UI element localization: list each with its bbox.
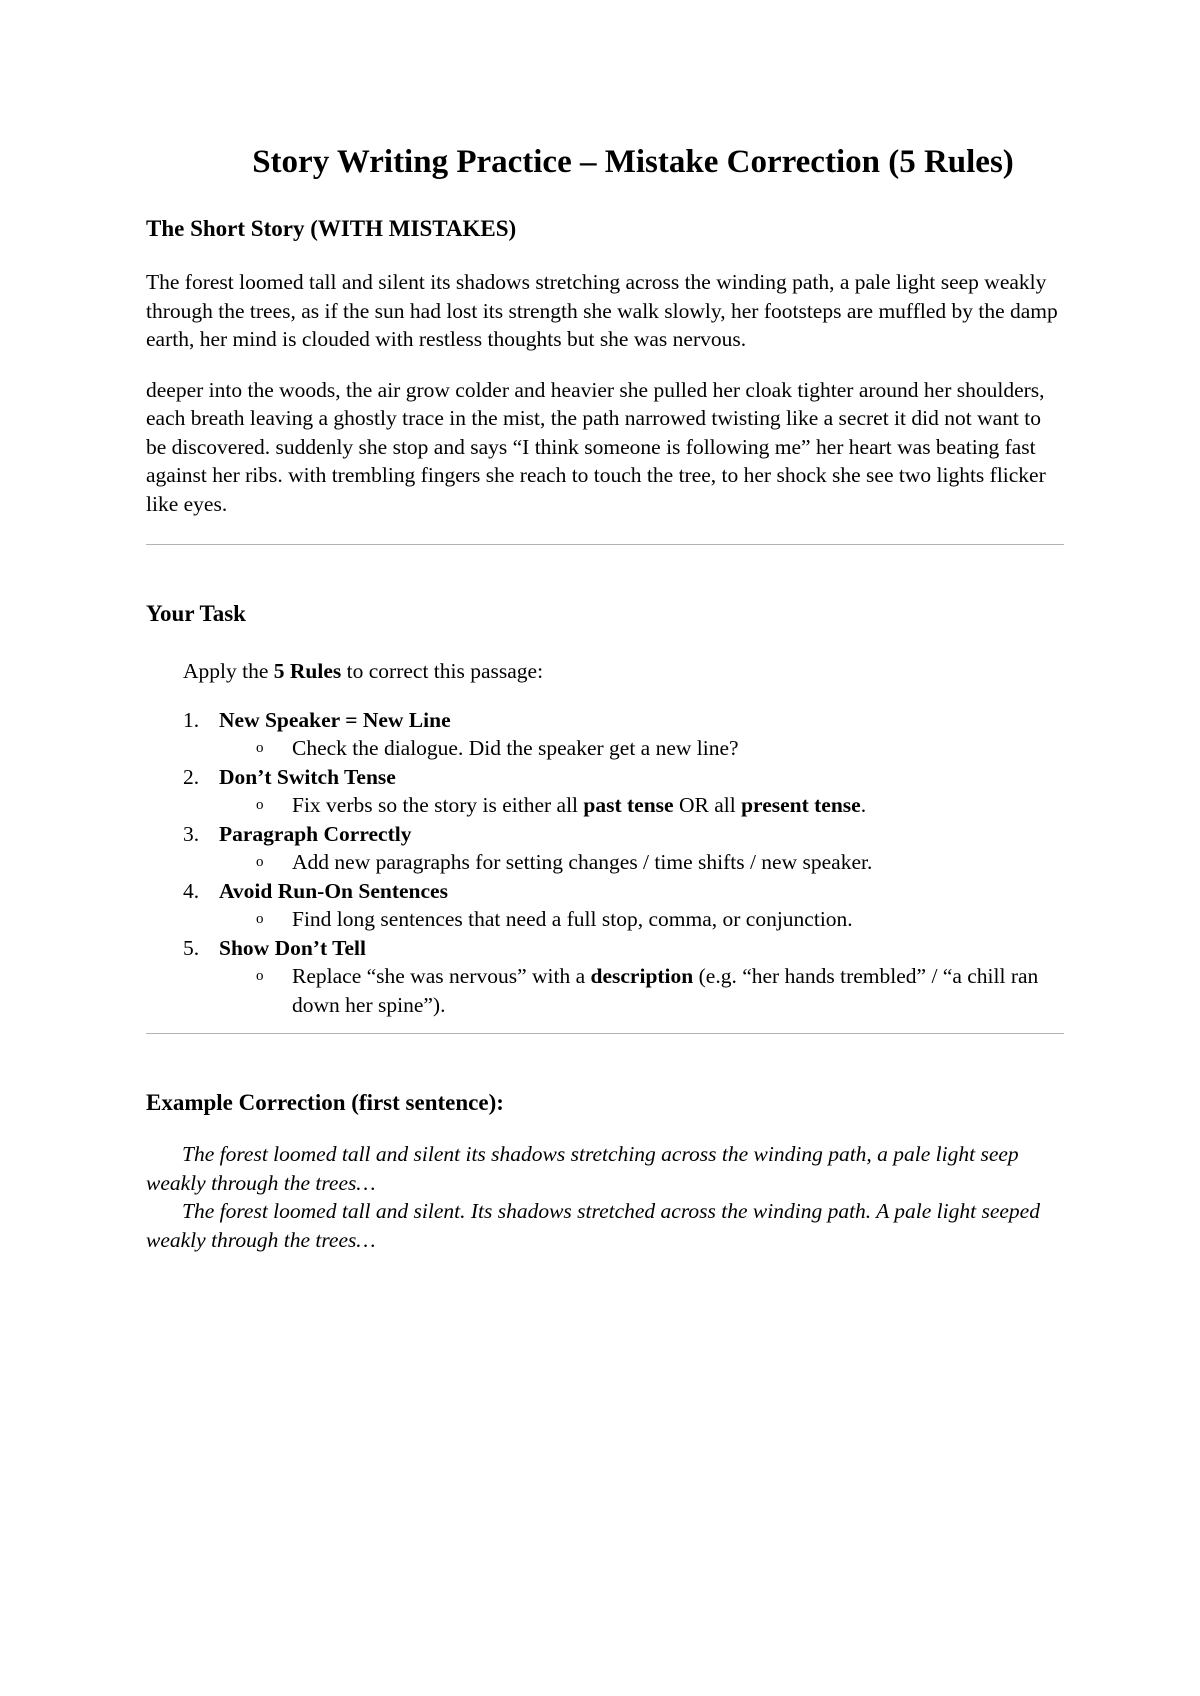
rule-number: 2. — [183, 764, 200, 789]
rule-detail-bold: past tense — [583, 793, 674, 817]
rule-detail-text: Check the dialogue. Did the speaker get a new line? — [292, 736, 739, 760]
bullet-icon: o — [256, 854, 264, 870]
task-intro — [146, 657, 1064, 686]
rule-number: 4. — [183, 878, 200, 903]
document-content — [146, 140, 1064, 1254]
rule-title: New Speaker = New Line — [219, 707, 451, 732]
example-block — [146, 1140, 1064, 1254]
section-divider — [146, 1033, 1064, 1034]
rule-detail-text: OR all — [673, 793, 742, 817]
rule-detail-text: Fix verbs so the story is either all — [292, 793, 584, 817]
story-paragraph-1: The forest loomed tall and silent its shadows stretching across the winding path, a pale light seep weakly through the trees, as if the sun had lost its strength she walk slowly, her footsteps are muffled by the damp earth, her mind is clouded with restless thoughts but she was nervous. — [146, 270, 1058, 351]
bullet-icon: o — [256, 797, 264, 813]
rule-number: 5. — [183, 935, 200, 960]
rule-detail — [146, 734, 1064, 763]
rule-detail-text: Add new paragraphs for setting changes / time shifts / new speaker. — [292, 850, 873, 874]
bullet-icon: o — [256, 968, 264, 984]
rule-detail — [146, 848, 1064, 877]
rule-item — [146, 934, 1064, 1020]
example-heading: Example Correction (first sentence): — [146, 1090, 504, 1115]
rule-title: Show Don’t Tell — [219, 935, 366, 960]
rule-detail-text: (e.g. “her hands trembled” / “a chill ran down her spine”). — [292, 964, 1039, 1017]
document-title: Story Writing Practice – Mistake Correction (5 Rules) — [252, 144, 1014, 180]
rule-detail-text: . — [860, 793, 867, 817]
bullet-icon: o — [256, 911, 264, 927]
task-intro-bold: 5 Rules — [273, 659, 342, 683]
task-intro-suffix: to correct this passage: — [341, 659, 544, 683]
rule-item — [146, 763, 1064, 820]
rules-list — [146, 706, 1064, 1020]
rule-detail-text: Replace “she was nervous” with a — [292, 964, 591, 988]
section-divider — [146, 544, 1064, 545]
rule-detail-bold: description — [590, 964, 694, 988]
rule-title: Paragraph Correctly — [219, 821, 412, 846]
rule-item — [146, 706, 1064, 763]
story-paragraph-2: deeper into the woods, the air grow colder and heavier she pulled her cloak tighter around her shoulders, each breath leaving a ghostly trace in the mist, the path narrowed twisting like a secret it did not want to be discovered. suddenly she stop and says “I think someone is following me” her heart was beating fast against her ribs. with trembling fingers she reach to touch the tree, to her shock she see two lights flicker like eyes. — [146, 377, 1046, 516]
story-heading: The Short Story (WITH MISTAKES) — [146, 216, 517, 241]
rule-detail-text: Find long sentences that need a full stop, comma, or conjunction. — [292, 907, 853, 931]
rule-item — [146, 820, 1064, 877]
rule-detail — [146, 962, 1064, 1019]
rule-detail — [146, 905, 1064, 934]
rule-detail — [146, 791, 1064, 820]
bullet-icon: o — [256, 740, 264, 756]
task-intro-prefix: Apply the — [183, 659, 274, 683]
rule-number: 1. — [183, 707, 200, 732]
rule-title: Don’t Switch Tense — [219, 764, 396, 789]
example-after: The forest loomed tall and silent. Its shadows stretched across the winding path. A pale light seeped weakly through the trees… — [146, 1199, 1040, 1252]
task-heading: Your Task — [146, 601, 246, 626]
example-before: The forest loomed tall and silent its shadows stretching across the winding path, a pale light seep weakly through the trees… — [146, 1142, 1019, 1195]
rule-detail-bold: present tense — [741, 793, 861, 817]
rule-number: 3. — [183, 821, 200, 846]
rule-title: Avoid Run-On Sentences — [219, 878, 448, 903]
rule-item — [146, 877, 1064, 934]
